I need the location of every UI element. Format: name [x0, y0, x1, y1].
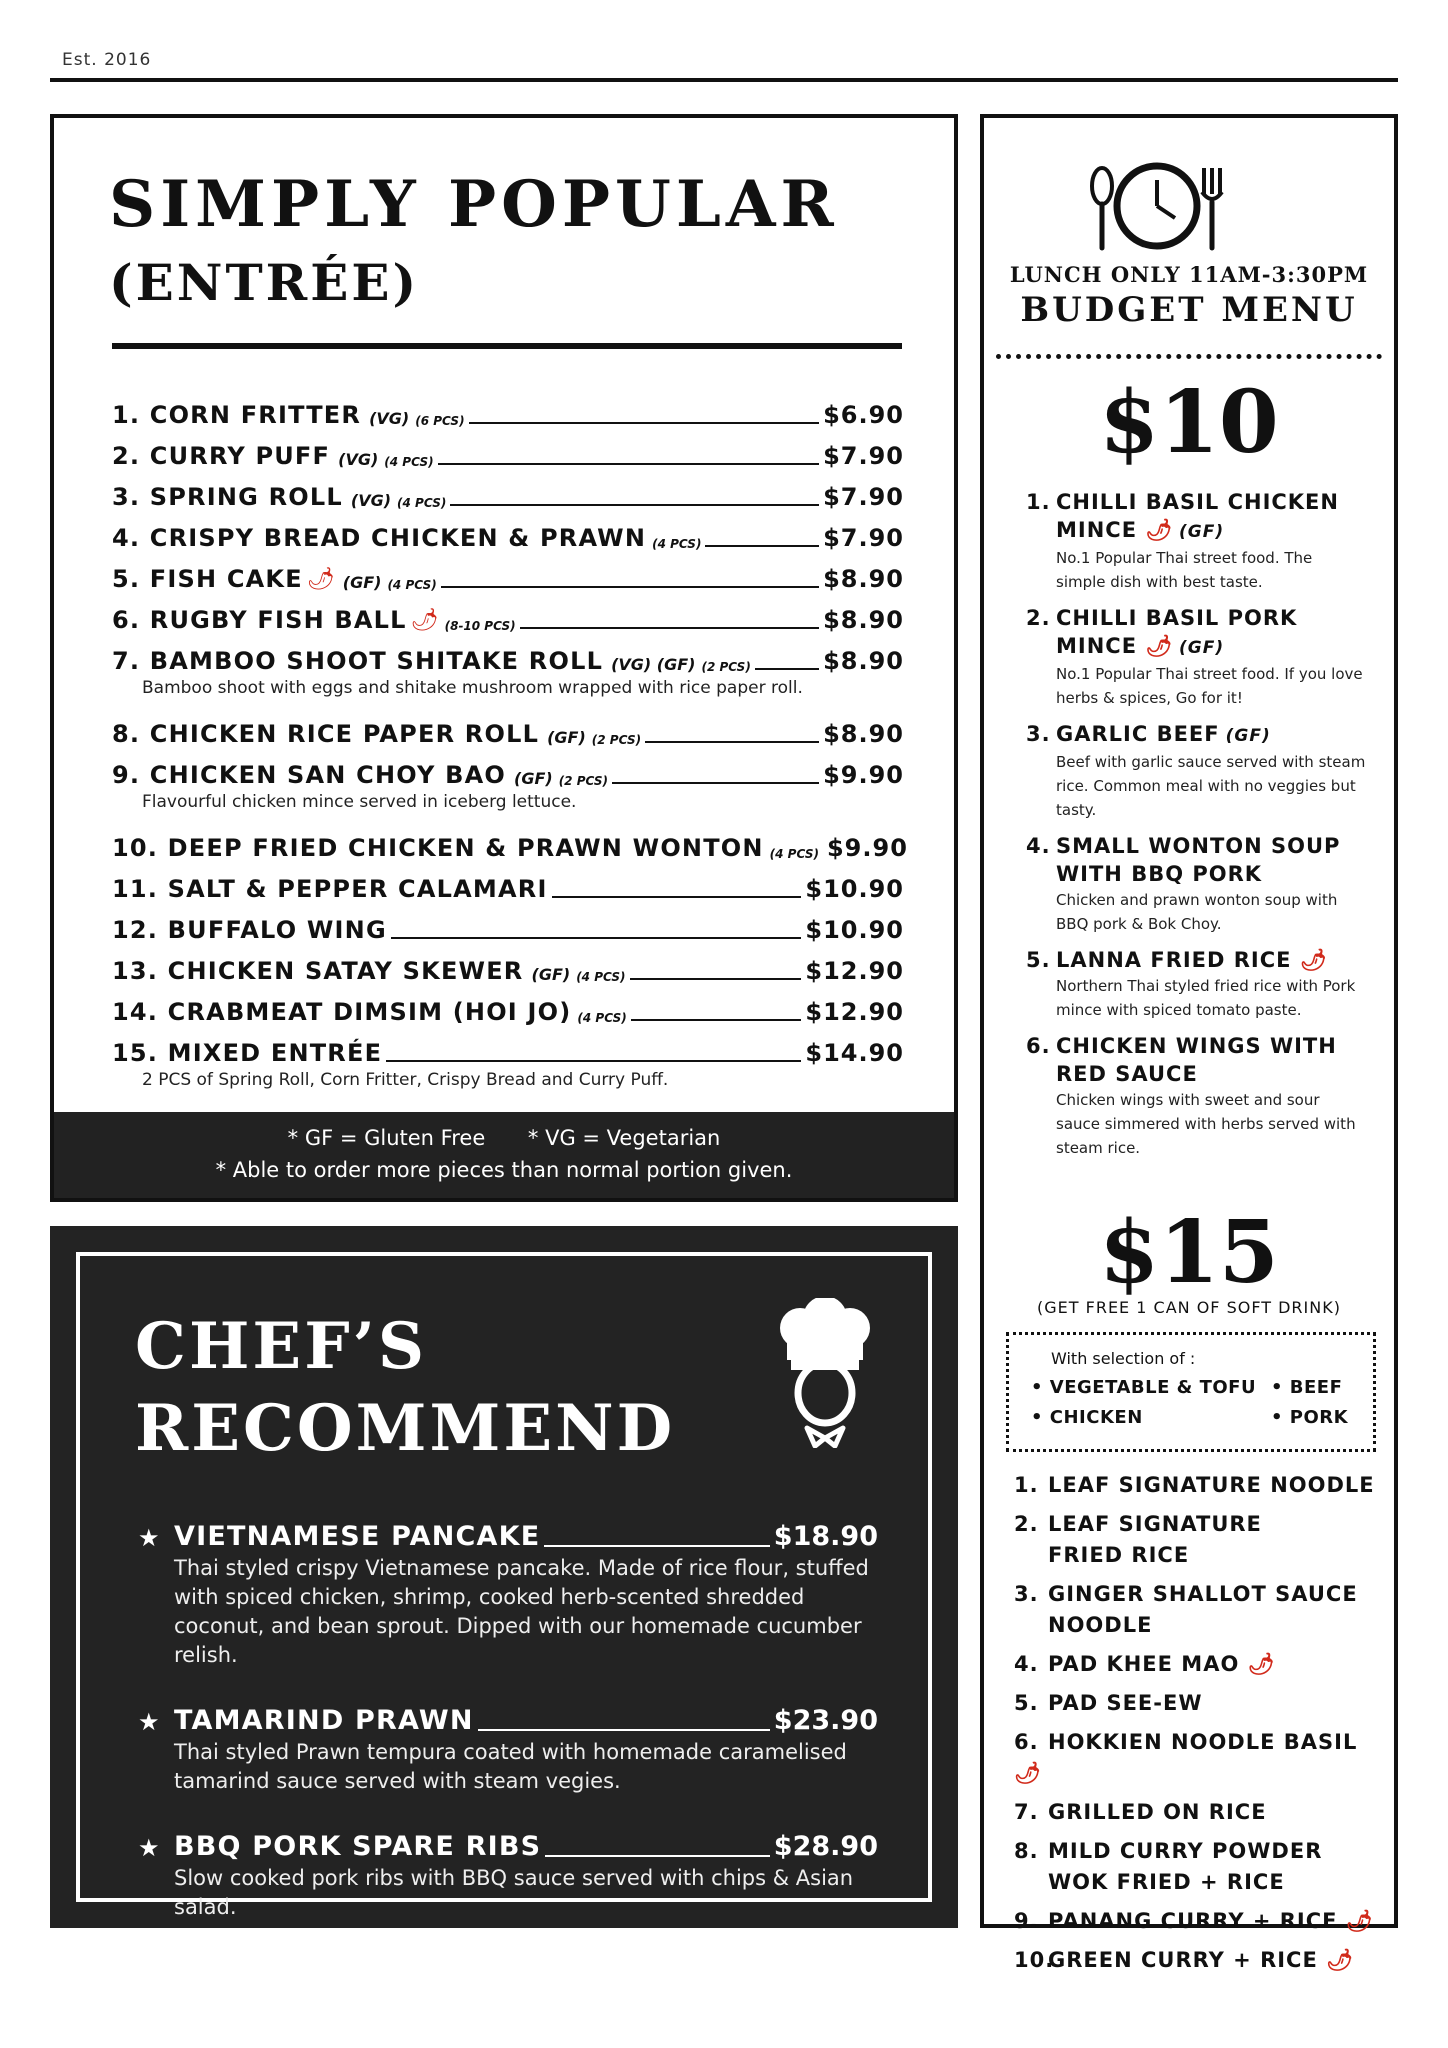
budget-menu-panel: [980, 114, 1398, 1972]
item-name: 13. CHICKEN SATAY SKEWER: [112, 957, 524, 985]
menu-item: [112, 386, 904, 427]
name-line2: WOK FRIED + RICE: [1048, 1870, 1285, 1894]
item-price: $7.90: [823, 442, 904, 470]
chef-item-description: Thai styled Prawn tempura coated with homemade caramelised tamarind sauce served with steam vegies.: [174, 1740, 847, 1793]
name-line2-wrap: [1056, 860, 1366, 888]
menu-item: [112, 901, 904, 942]
item-name: 4. CRISPY BREAD CHICKEN & PRAWN: [112, 524, 647, 552]
name-line1: SMALL WONTON SOUP: [1056, 834, 1341, 858]
chef-item: [138, 1820, 878, 1922]
item-price: $9.90: [823, 761, 904, 789]
item-pieces: (4 PCS): [387, 578, 437, 592]
free-drink-note: (GET FREE 1 CAN OF SOFT DRINK): [1037, 1298, 1341, 1317]
chef-item-row: [138, 1694, 878, 1734]
chef-item-price: $23.90: [773, 1705, 878, 1736]
popular-items-list: [112, 386, 908, 1097]
note-vegetarian: * VG = Vegetarian: [527, 1126, 721, 1150]
item-price: $12.90: [805, 998, 904, 1026]
item-tag: (GF): [514, 769, 553, 788]
item-number: 5.: [1014, 1691, 1039, 1715]
budget-item: [1026, 946, 1366, 1022]
budget-item-name: [1026, 946, 1366, 974]
star-icon: ★: [138, 1524, 160, 1552]
item-price: $8.90: [823, 565, 904, 593]
chili-icon: 🌶: [1337, 1909, 1374, 1933]
dot-leader: [630, 978, 802, 980]
dot-leader: [552, 896, 802, 898]
name-line1: CHICKEN WINGS WITH: [1056, 1034, 1337, 1058]
chef-title: [135, 1306, 675, 1470]
name-line1: GINGER SHALLOT SAUCE: [1048, 1582, 1358, 1606]
item-name: 3. SPRING ROLL: [112, 483, 343, 511]
selection-title: With selection of :: [1051, 1349, 1196, 1368]
dot-leader: [631, 1019, 802, 1021]
chef-item-name: TAMARIND PRAWN: [174, 1705, 474, 1736]
star-icon: ★: [138, 1708, 160, 1736]
item-pieces: (2 PCS): [701, 660, 751, 674]
name-line1: PAD SEE-EW: [1048, 1691, 1203, 1715]
dot-leader: [705, 545, 819, 547]
chef-item-description: Thai styled crispy Vietnamese pancake. Made of rice flour, stuffed with spiced chicken, shrimp, cooked herb-scented shredded coconut, and bean sprout. Dipped with our homemade cucumber relish.: [174, 1556, 869, 1667]
item-number: 4.: [1026, 834, 1051, 858]
item-number: 4.: [1014, 1652, 1039, 1676]
item-price: $6.90: [823, 401, 904, 429]
chef-item-price: $18.90: [773, 1521, 878, 1552]
chili-icon: 🌶: [1137, 634, 1174, 658]
item-price: $10.90: [805, 916, 904, 944]
item-pieces: (2 PCS): [591, 733, 642, 747]
menu-item: [112, 942, 904, 983]
chef-hat-icon: [765, 1298, 885, 1448]
item-name: 15. MIXED ENTRÉE: [112, 1039, 383, 1067]
name-line2: RED SAUCE: [1056, 1062, 1198, 1086]
chef-item: [138, 1510, 878, 1670]
name-line1: LANNA FRIED RICE: [1056, 948, 1292, 972]
budget-item: [1014, 1649, 1384, 1680]
item-price: $7.90: [823, 524, 904, 552]
name-line1: PANANG CURRY + RICE: [1048, 1909, 1338, 1933]
chef-item-description: Slow cooked pork ribs with BBQ sauce served with chips & Asian salad.: [174, 1866, 854, 1919]
name-line2-wrap: [1048, 1610, 1384, 1641]
budget-item-name: [1026, 832, 1366, 888]
item-name: 2. CURRY PUFF: [112, 442, 331, 470]
budget-item: [1014, 1797, 1384, 1828]
name-line2: MINCE: [1056, 518, 1138, 542]
item-tag: (GF): [547, 728, 586, 747]
item-name: 7. BAMBOO SHOOT SHITAKE ROLL: [112, 647, 604, 675]
name-line1: LEAF SIGNATURE: [1048, 1512, 1262, 1536]
menu-item: [112, 632, 904, 673]
budget-item: [1014, 1906, 1384, 1937]
name-line1: CHILLI BASIL PORK: [1056, 606, 1298, 630]
budget-item-description: Chicken wings with sweet and sour sauce simmered with herbs served with steam rice.: [1056, 1091, 1356, 1157]
item-price: $12.90: [805, 957, 904, 985]
item-name: 5. FISH CAKE: [112, 565, 303, 593]
item-name: 9. CHICKEN SAN CHOY BAO: [112, 761, 506, 789]
dietary-notes: [54, 1112, 954, 1198]
name-line2: MINCE: [1056, 634, 1138, 658]
budget-item-name: [1026, 720, 1366, 750]
chef-item-row: [138, 1510, 878, 1550]
dot-leader: [545, 1855, 769, 1857]
item-number: 5.: [1026, 948, 1051, 972]
item-number: 8.: [1014, 1839, 1039, 1863]
name-line2-wrap: [1056, 1060, 1366, 1088]
item-price: $9.90: [826, 834, 908, 862]
budget-item: [1014, 1509, 1384, 1571]
dot-leader: [755, 668, 819, 670]
item-number: 2.: [1026, 606, 1051, 630]
name-line2: FRIED RICE: [1048, 1543, 1190, 1567]
item-pieces: (4 PCS): [652, 537, 702, 551]
item-name: 8. CHICKEN RICE PAPER ROLL: [112, 720, 540, 748]
item-pieces: (4 PCS): [577, 1011, 627, 1025]
chili-icon: 🌶: [1239, 1652, 1276, 1676]
menu-item: [112, 860, 904, 901]
item-name: 1. CORN FRITTER: [112, 401, 362, 429]
item-pieces: (4 PCS): [769, 847, 819, 861]
chef-item-name: BBQ PORK SPARE RIBS: [174, 1831, 542, 1862]
dot-leader: [391, 937, 802, 939]
budget-item: [1014, 1688, 1384, 1719]
item-number: 1.: [1026, 490, 1051, 514]
name-line1: CHILLI BASIL CHICKEN: [1056, 490, 1339, 514]
item-price: $7.90: [823, 483, 904, 511]
budget-item-description: Beef with garlic sauce served with steam rice. Common meal with no veggies but tasty.: [1056, 753, 1366, 819]
simply-popular-panel: [50, 114, 958, 1202]
chili-icon: 🌶: [1014, 1761, 1042, 1785]
chili-icon: 🌶: [1137, 518, 1174, 542]
item-description: 2 PCS of Spring Roll, Corn Fritter, Crispy Bread and Curry Puff.: [142, 1070, 669, 1090]
chef-title-line1: CHEF’S: [135, 1309, 428, 1384]
name-line1: LEAF SIGNATURE NOODLE: [1048, 1473, 1375, 1497]
ten-dollar-price: $10: [1099, 372, 1279, 473]
fifteen-dollar-items: [1014, 1470, 1384, 1984]
item-pieces: (6 PCS): [415, 414, 465, 428]
popular-divider: [112, 343, 902, 349]
menu-item: [112, 591, 904, 632]
name-line1: HOKKIEN NOODLE BASIL: [1048, 1730, 1358, 1754]
name-line2-wrap: [1048, 1540, 1384, 1571]
item-name: 14. CRABMEAT DIMSIM (HOI JO): [112, 998, 572, 1026]
item-price: $8.90: [823, 647, 904, 675]
budget-item: [1014, 1945, 1384, 1976]
item-price: $14.90: [805, 1039, 904, 1067]
menu-item: [112, 983, 904, 1024]
popular-subtitle: (ENTRÉE): [109, 253, 420, 312]
menu-item: [112, 705, 904, 746]
item-tag: (GF): [531, 965, 571, 984]
name-line2-wrap: [1056, 516, 1366, 546]
budget-item: [1026, 1032, 1366, 1160]
budget-item: [1026, 832, 1366, 936]
menu-item: [112, 550, 904, 591]
budget-item-name: [1026, 1032, 1366, 1088]
item-number: 10.: [1014, 1948, 1055, 1972]
chef-item-row: [138, 1820, 878, 1860]
name-line1: GARLIC BEEF: [1056, 722, 1220, 746]
item-tag: (VG): [338, 450, 379, 469]
budget-item: [1026, 604, 1366, 710]
chef-item: [138, 1694, 878, 1796]
note-more-pieces: * Able to order more pieces than normal portion given.: [215, 1158, 793, 1182]
item-pieces: (4 PCS): [576, 970, 626, 984]
name-line1: GRILLED ON RICE: [1048, 1800, 1267, 1824]
item-pieces: (4 PCS): [397, 496, 447, 510]
item-number: 3.: [1014, 1582, 1039, 1606]
item-price: $10.90: [805, 875, 904, 903]
item-tag: (VG): [350, 491, 392, 510]
budget-item: [1014, 1727, 1384, 1789]
budget-item-name: [1026, 488, 1366, 546]
chili-icon: 🌶: [1317, 1948, 1354, 1972]
item-number: 3.: [1026, 722, 1051, 746]
menu-item: [112, 427, 904, 468]
budget-item: [1026, 720, 1366, 822]
item-number: 6.: [1014, 1730, 1039, 1754]
budget-item-description: No.1 Popular Thai street food. The simple dish with best taste.: [1056, 549, 1313, 591]
item-price: $8.90: [823, 606, 904, 634]
menu-item: [112, 746, 904, 787]
item-tag: (VG) (GF): [611, 655, 696, 674]
budget-item-name: [1026, 604, 1366, 662]
menu-item: [112, 1024, 904, 1065]
item-pieces: (2 PCS): [558, 774, 608, 788]
dot-leader: [520, 627, 819, 629]
gluten-free-tag: (GF): [1225, 726, 1271, 746]
item-pieces: (8-10 PCS): [444, 619, 516, 633]
chef-items-list: [138, 1510, 878, 1946]
option-vegetable-tofu: • VEGETABLE & TOFU: [1031, 1377, 1257, 1398]
chefs-recommend-panel: [50, 1226, 958, 1928]
item-name: 12. BUFFALO WING: [112, 916, 387, 944]
menu-item: [112, 819, 908, 862]
item-description: Bamboo shoot with eggs and shitake mushroom wrapped with rice paper roll.: [142, 678, 803, 698]
item-number: 6.: [1026, 1034, 1051, 1058]
star-icon: ★: [138, 1834, 160, 1862]
dot-leader: [645, 741, 819, 743]
ten-dollar-items: [1026, 488, 1366, 1170]
fifteen-dollar-price: $15: [1099, 1202, 1279, 1303]
budget-title: BUDGET MENU: [1020, 290, 1358, 330]
dot-leader: [612, 782, 819, 784]
protein-selection-box: [1006, 1332, 1376, 1452]
option-beef: • BEEF: [1271, 1377, 1343, 1398]
dot-leader: [438, 463, 820, 465]
budget-item-description: Northern Thai styled fried rice with Pork mince with spiced tomato paste.: [1056, 977, 1356, 1019]
chef-title-line2: RECOMMEND: [135, 1391, 676, 1466]
item-number: 7.: [1014, 1800, 1039, 1824]
budget-item: [1014, 1470, 1384, 1501]
note-gluten-free: * GF = Gluten Free: [287, 1126, 486, 1150]
name-line2-wrap: [1056, 632, 1366, 662]
chili-icon: 🌶: [410, 608, 439, 633]
item-name: 10. DEEP FRIED CHICKEN & PRAWN WONTON: [112, 834, 764, 862]
item-description: Flavourful chicken mince served in iceberg lettuce.: [142, 792, 577, 812]
established-year: Est. 2016: [62, 50, 152, 70]
clock-cutlery-icon: [1082, 156, 1232, 256]
dot-leader: [478, 1729, 770, 1731]
popular-title: SIMPLY POPULAR: [109, 167, 839, 242]
dot-leader: [386, 1060, 801, 1062]
gluten-free-tag: (GF): [1179, 522, 1225, 542]
option-pork: • PORK: [1271, 1407, 1349, 1428]
budget-item-description: Chicken and prawn wonton soup with BBQ pork & Bok Choy.: [1056, 891, 1338, 933]
gluten-free-tag: (GF): [1179, 638, 1225, 658]
dot-leader: [450, 504, 819, 506]
item-pieces: (4 PCS): [384, 455, 434, 469]
name-line2: WITH BBQ PORK: [1056, 862, 1263, 886]
item-number: 9.: [1014, 1909, 1039, 1933]
budget-item: [1026, 488, 1366, 594]
item-tag: (GF): [342, 573, 382, 592]
menu-item: [112, 509, 904, 550]
chili-icon: 🌶: [306, 567, 335, 592]
item-price: $8.90: [823, 720, 904, 748]
name-line2-wrap: [1048, 1867, 1384, 1898]
name-line1: GREEN CURRY + RICE: [1048, 1948, 1318, 1972]
name-line1: PAD KHEE MAO: [1048, 1652, 1240, 1676]
name-line1: MILD CURRY POWDER: [1048, 1839, 1323, 1863]
option-chicken: • CHICKEN: [1031, 1407, 1143, 1428]
item-number: 2.: [1014, 1512, 1039, 1536]
item-name: 6. RUGBY FISH BALL: [112, 606, 407, 634]
menu-item: [112, 468, 904, 509]
item-number: 1.: [1014, 1473, 1039, 1497]
chili-icon: 🌶: [1291, 948, 1328, 972]
name-line2: NOODLE: [1048, 1613, 1153, 1637]
dot-leader: [544, 1545, 769, 1547]
budget-item: [1014, 1836, 1384, 1898]
budget-item: [1014, 1579, 1384, 1641]
dotted-divider: [996, 354, 1382, 359]
dot-leader: [469, 422, 820, 424]
lunch-hours: LUNCH ONLY 11AM-3:30PM: [1009, 262, 1369, 287]
chef-item-price: $28.90: [773, 1831, 878, 1862]
budget-item-description: No.1 Popular Thai street food. If you love herbs & spices, Go for it!: [1056, 665, 1363, 707]
chef-item-name: VIETNAMESE PANCAKE: [174, 1521, 541, 1552]
item-tag: (VG): [369, 409, 410, 428]
top-rule: [50, 78, 1398, 82]
dot-leader: [441, 586, 819, 588]
item-name: 11. SALT & PEPPER CALAMARI: [112, 875, 548, 903]
